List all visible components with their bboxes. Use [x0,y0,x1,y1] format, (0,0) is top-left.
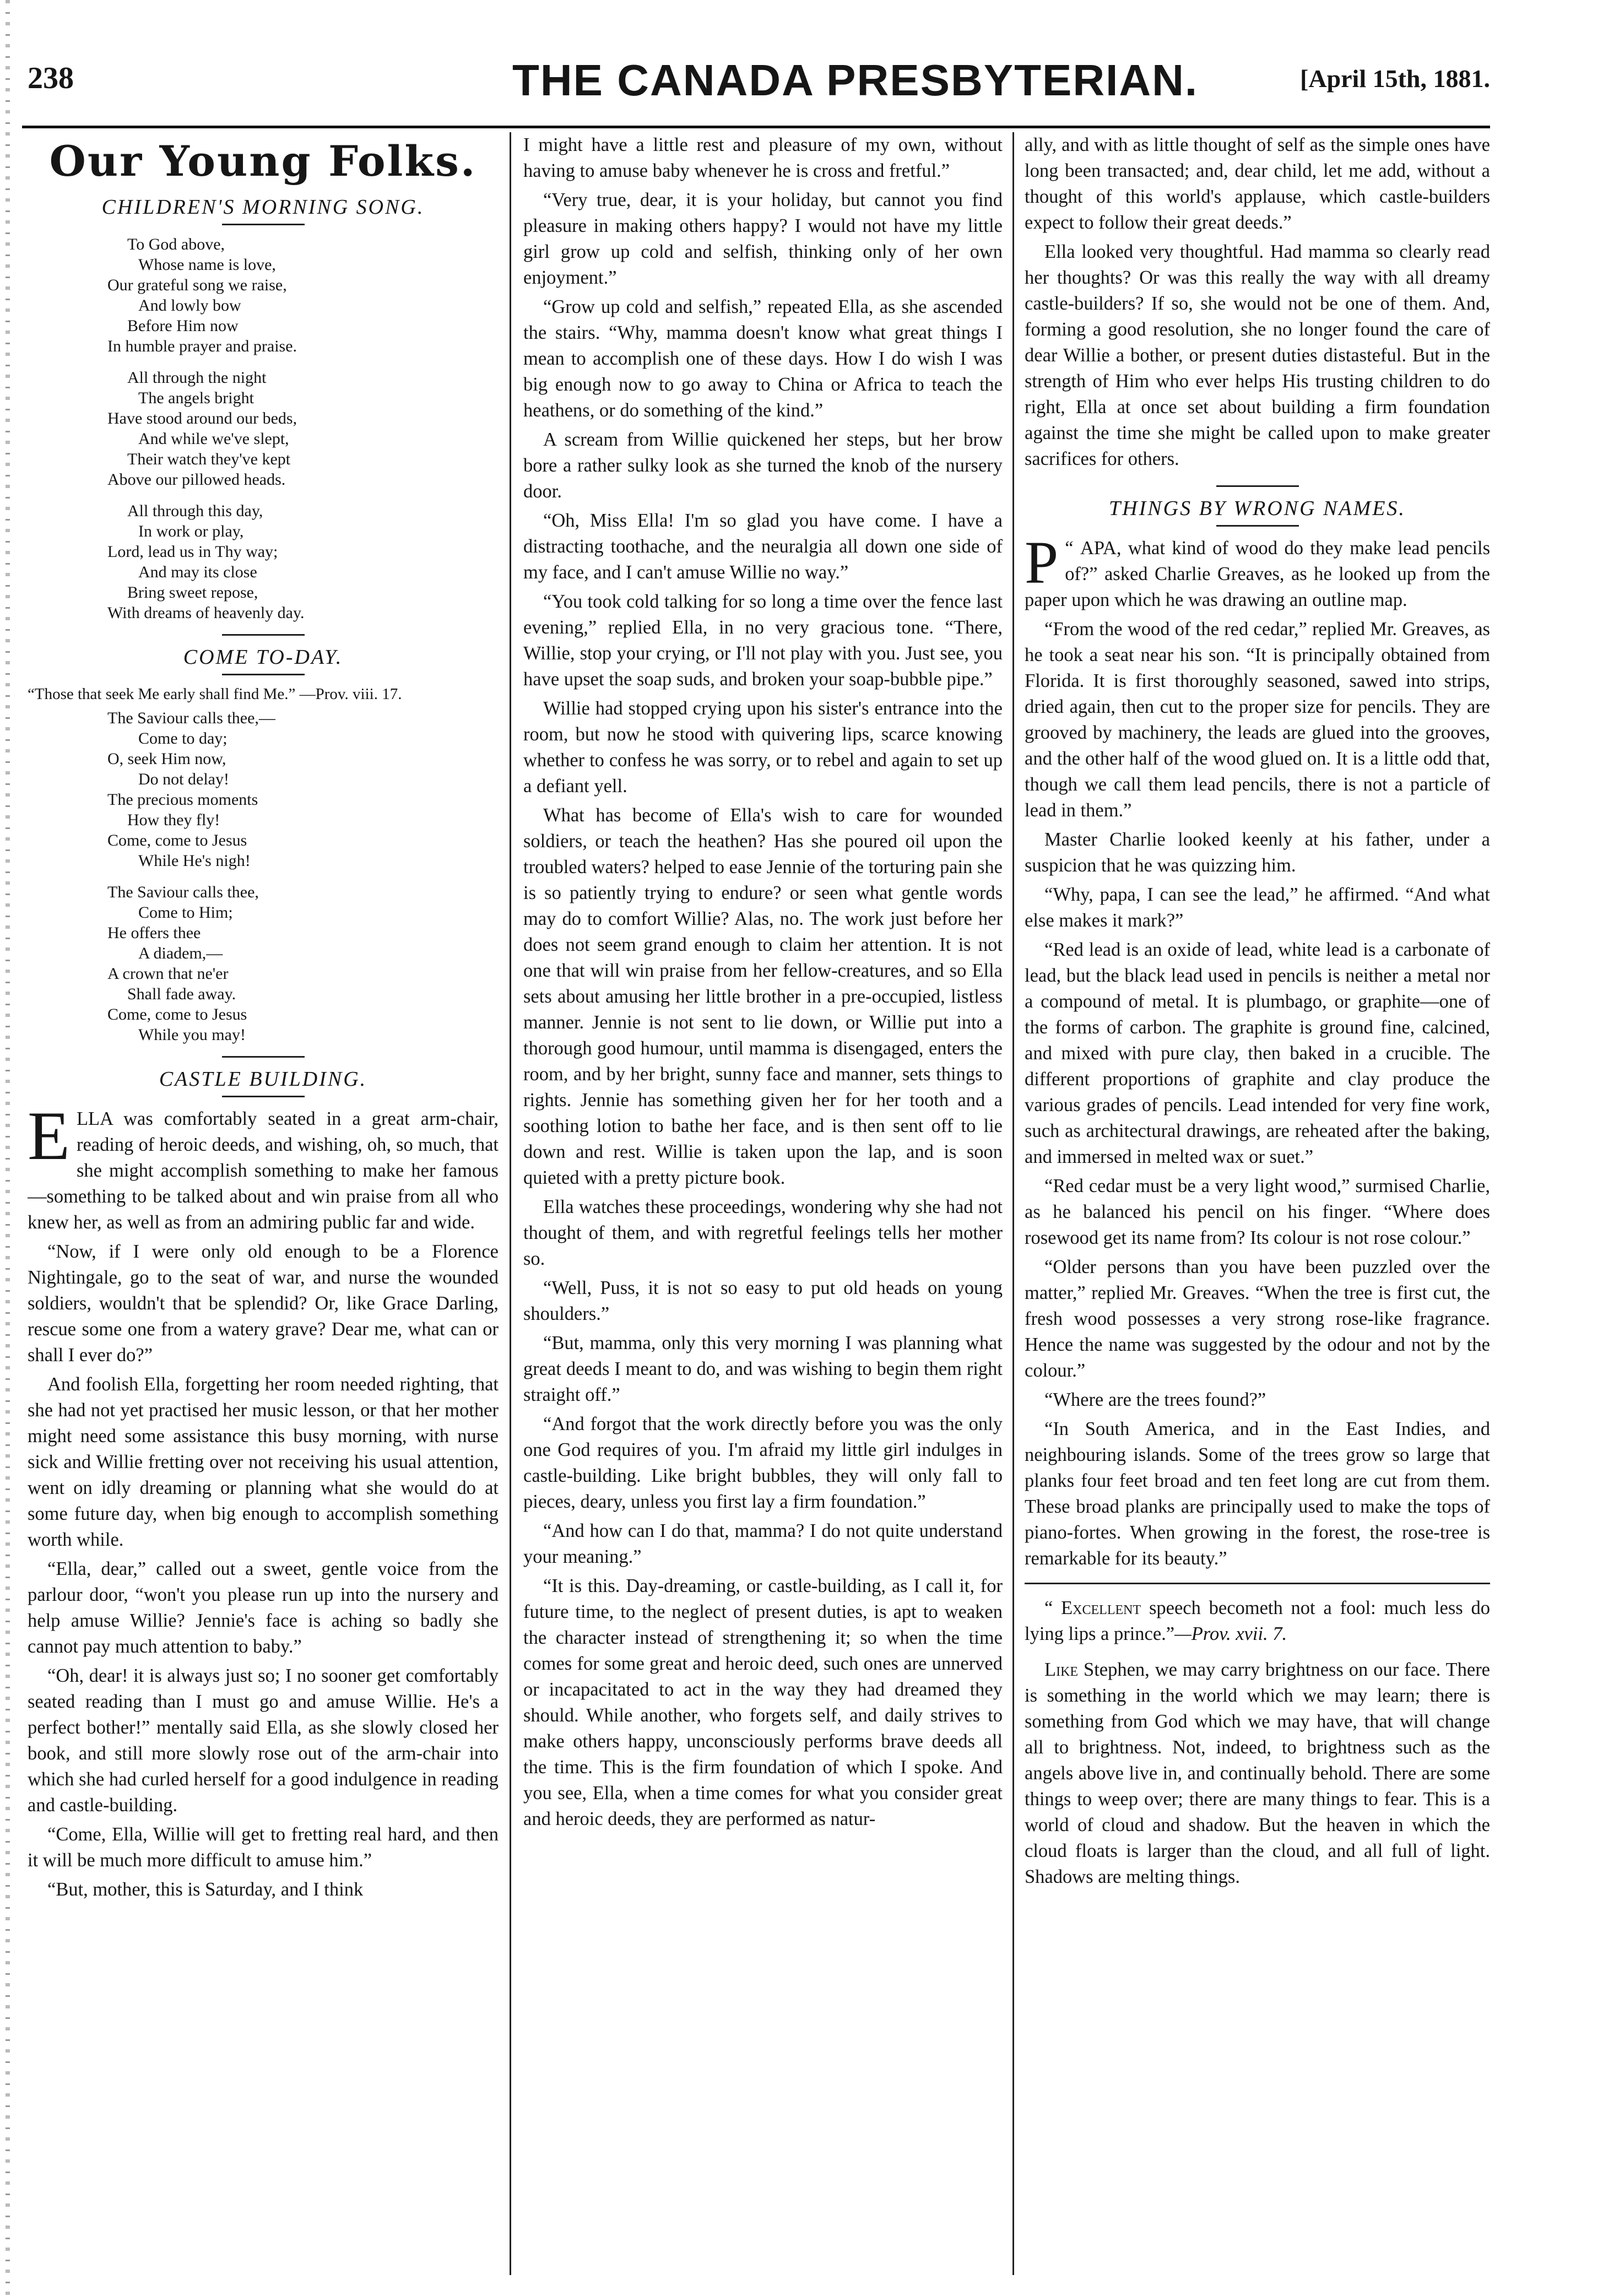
column-3 [1025,132,1490,2275]
poem-line: And while we've slept, [138,430,289,448]
paragraph: A scream from Willie quickened her steps, but her brow bore a rather sulky look as she turned the knob of the nursery door. [523,429,1003,502]
story-2-first-paragraph: “ P APA, what kind of wood do they make lead pencils of?” asked Charlie Greaves, as he looked up from the paper upon which he was drawing an outline map. [1025,529,1490,610]
closing-paragraph: Like Stephen, we may carry brightness on our face. There is something in the world which we may learn; there is something from God which we may have, that will change all to brightness. Not, indeed, to brightness such as the angels above live in, and continually behold. There are some things to weep over; there are many things to fear. This is a world of cloud and shadow. But the heaven in which the cloud floats is larger than the cloud, and all full of light. Shadows are melting things. [1025,1659,1490,1887]
header-rule [22,126,1490,128]
poem-line: All through this day, [127,502,263,520]
page-number: 238 [28,61,74,95]
paragraph: “It is this. Day-dreaming, or castle-building, as I call it, for future time, to the neglect of present duties, is apt to weaken the character instead of strengthening it; so when the time comes for some great and heroic deed, such ones are unnerved or incapacitated to act in the way they had dreamed they should. While another, who forgets self, and daily strives to make others happy, unconsciously performs brave deeds all the time. This is the firm foundation of which I spoke. And you see, Ella, when a time comes for what you consider great and heroic deeds, they are performed as natur- [523,1575,1003,1829]
poem-line: In work or play, [138,522,244,540]
paragraph: “Ella, dear,” called out a sweet, gentle voice from the parlour door, “won't you please run up into the nursery and help amuse Willie? Jennie's face is aching so badly she cannot pay much attention to baby.” [28,1558,499,1657]
story-1-conclusion [1025,239,1490,472]
title-rule [222,1056,305,1058]
paragraph: ally, and with as little thought of self as the simple ones have long been transacted; and, dear child, let me add, without a thought of this world's applause, which castle-builders expect to follow their great deeds.” [1025,134,1490,233]
story-2-paragraphs [1025,616,1490,1572]
poem-2-title: COME TO-DAY. [183,646,343,669]
paragraph: What has become of Ella's wish to care for wounded soldiers, or teach the heathen? Has she poured oil upon the troubled waters? helped to ease Jennie of the torturing pain she is so patiently trying to endure? or seen what gentle words may do to comfort Willie? Alas, no. The work just before her does not seem grand enough to claim her attention. It is not one that will win praise from her fellow-creatures, and so Ella sets about amusing her little brother in a pre-occupied, listless manner. Jennie is not sent to lie down, or Willie put into a thorough good humour, until mamma is disengaged, enters the room, and by her bright, sunny face and manner, sets things to rights. Jennie has something given her for her tooth and a soothing lotion to bathe her face, and is then sent off to lie down and rest. Willie is taken upon the lap, and is soon quieted with a pretty picture book. [523,805,1003,1188]
poem-line: The precious moments [107,790,258,809]
paragraph: “Red cedar must be a very light wood,” surmised Charlie, as he balanced his pencil on his finger. “Where does rosewood get its name from? Its colour is not rose colour.” [1025,1176,1490,1248]
poem-line: How they fly! [127,811,220,829]
title-rule [222,634,305,636]
paragraph: “Oh, Miss Ella! I'm so glad you have come. I have a distracting toothache, and the neuralgia all down one side of my face, and I can't amuse Willie no way.” [523,510,1003,583]
poem-line: He offers thee [107,924,201,942]
poem-line: The angels bright [138,389,254,407]
poem-line: Their watch they've kept [127,450,291,468]
poem-line: In humble prayer and praise. [107,337,297,355]
paragraph: Master Charlie looked keenly at his father, under a suspicion that he was quizzing him. [1025,829,1490,876]
poem-line: Before Him now [127,317,239,335]
section-rule [1025,1583,1490,1584]
poem-2 [107,708,499,1045]
section-rule [1216,485,1299,487]
poem-line: Our grateful song we raise, [107,276,287,294]
paragraph: “From the wood of the red cedar,” replied Mr. Greaves, as he took a seat near his son. “It is principally obtained from Florida. It is first thoroughly seasoned, sawed into strips, dried again, then cut to the proper size for pencils. They are grooved by machinery, the leads are glued into the grooves, and the other half of the wood glued on. It is a little odd that, though we call them lead pencils, there is not a particle of lead in them.” [1025,619,1490,821]
paragraph: “Older persons than you have been puzzled over the matter,” replied Mr. Greaves. “When the tree is first cut, the fresh wood possesses a very strong rose-like fragrance. Hence the name was suggested by the odour and not by the colour.” [1025,1257,1490,1381]
proverb: “ Excellent speech becometh not a fool: much less do lying lips a prince.”—Prov. xvii. 7. [1025,1598,1490,1644]
paragraph: “And forgot that the work directly before you was the only one God requires of you. I'm afraid my little girl indulges in castle-building. Like bright bubbles, they will only fall to pieces, deary, unless you first lay a firm foundation.” [523,1414,1003,1512]
story-1-title: CASTLE BUILDING. [159,1068,367,1091]
poem-line: Lord, lead us in Thy way; [107,543,278,561]
drop-cap: P [1025,529,1059,596]
poem-line: Have stood around our beds, [107,409,297,427]
paragraph: “Now, if I were only old enough to be a Florence Nightingale, go to the seat of war, and nurse the wounded soldiers, wouldn't that be splendid? Or, like Grace Darling, rescue some one from a watery grave? Dear me, what can or shall I ever do?” [28,1241,499,1366]
stanza [107,367,499,490]
poem-line: O, seek Him now, [107,750,226,768]
poem-line: And lowly bow [138,296,241,315]
poem-line: Do not delay! [138,770,229,788]
paragraph: “Why, papa, I can see the lead,” he affirmed. “And what else makes it mark?” [1025,884,1490,931]
poem-line: A diadem,— [138,944,223,962]
poem-line: A crown that ne'er [107,965,229,983]
paragraph: “Red lead is an oxide of lead, white lead is a carbonate of lead, but the black lead used in pencils is neither a metal nor a compound of metal. It is plumbago, or graphite—one of the forms of carbon. The graphite is ground fine, calcined, and mixed with pure clay, then baked in a crucible. The different proportions of graphite and clay produce the various grades of pencils. Lead intended for very fine work, such as architectural drawings, are reheated after the baking, and immersed in melted wax or suet.” [1025,939,1490,1167]
title-rule [222,1096,305,1097]
paragraph: “In South America, and in the East Indies, and neighbouring islands. Some of the trees grow so large that planks four feet broad and ten feet long are cut from them. These broad planks are principally used to make the tops of piano-fortes. When growing in the forest, the rose-tree is remarkable for its beauty.” [1025,1418,1490,1569]
column-1 [28,132,499,2275]
poem-line: Whose name is love, [138,256,276,274]
poem-line: Come to Him; [138,903,233,922]
story-2-title: THINGS BY WRONG NAMES. [1109,497,1406,520]
stanza [107,501,499,623]
poem-line: Bring sweet repose, [127,583,258,602]
poem-line: Above our pillowed heads. [107,470,286,489]
poem-line: Shall fade away. [127,985,236,1003]
poem-line: Come, come to Jesus [107,1005,247,1024]
title-rule [1216,525,1299,527]
stanza [107,234,499,356]
title-rule [222,224,305,225]
paragraph: “But, mamma, only this very morning I was planning what great deeds I meant to do, and was wishing to begin them right straight off.” [523,1333,1003,1405]
paragraph: And foolish Ella, forgetting her room needed righting, that she had not yet practised her music lesson, or that her mother might need some assistance this busy morning, with nurse sick and Willie fretting over not receiving his usual attention, went on idly dreaming or planning what she would do at some future day, when big enough to accomplish something worth while. [28,1374,499,1550]
poem-1-title: CHILDREN'S MORNING SONG. [101,196,425,219]
paragraph: “But, mother, this is Saturday, and I think [47,1879,364,1900]
paragraph: “Oh, dear! it is always just so; I no sooner get comfortably seated reading than I must go and amuse Willie. He's a perfect bother!” mentally said Ella, as she slowly closed her book, and still more slowly rose out of the arm-chair into which she had curled herself for a good indulgence in reading and castle-building. [28,1665,499,1816]
poem-line: To God above, [127,235,225,253]
paragraph: “And how can I do that, mamma? I do not quite understand your meaning.” [523,1520,1003,1567]
stanza [107,708,499,871]
paragraph: Ella looked very thoughtful. Had mamma so clearly read her thoughts? Or was this really the way with all dreamy castle-builders? If so, she would not be one of them. And, forming a good resolution, she no longer found the care of dear Willie a bother, or present duties distasteful. But in the strength of Him who ever helps His trusting children to do right, Ella at once set about building a firm foundation against the time she might be called upon to make greater sacrifices for others. [1025,241,1490,469]
paragraph: Ella watches these proceedings, wondering why she had not thought of them, and with regretful feelings tells her mother so. [523,1196,1003,1269]
poem-line: With dreams of heavenly day. [107,604,305,622]
paragraph: I might have a little rest and pleasure of my own, without having to amuse baby whenever he is cross and fretful.” [523,134,1003,181]
story-1-paragraphs [28,1239,499,1903]
paragraph: “Come, Ella, Willie will get to fretting real hard, and then it will be much more difficult to amuse him.” [28,1824,499,1871]
paragraph: “Very true, dear, it is your holiday, but cannot you find pleasure in making others happy? I would not have my little girl grow up cold and selfish, thinking only of her own enjoyment.” [523,189,1003,288]
poem-line: Come to day; [138,729,228,748]
poem-line: Come, come to Jesus [107,831,247,849]
poem-line: All through the night [127,369,267,387]
scan-edge-noise [6,0,10,2296]
paragraph: Willie had stopped crying upon his sister's entrance into the room, but now he stood with quivering lips, scarce knowing whether to confess he was sorry, or to rebel and again to set up a defiant yell. [523,698,1003,797]
paper-title: THE CANADA PRESBYTERIAN. [512,56,1199,105]
poem-line: While He's nigh! [138,852,251,870]
story-1-continued [523,187,1003,1832]
poem-2-epigraph: “Those that seek Me early shall find Me.” —Prov. viii. 17. [28,685,402,703]
column-2 [523,132,1003,2275]
stanza [107,882,499,1045]
poem-1 [107,234,499,623]
issue-date: [April 15th, 1881. [1300,64,1490,93]
poem-line: The Saviour calls thee, [107,883,259,901]
column-rule-1 [510,132,511,2275]
paragraph: “You took cold talking for so long a time over the fence last evening,” replied Ella, in no very gracious tone. “There, Willie, stop your crying, or I'll not play with you. Just see, you have upset the soap suds, and broken your soap-bubble pipe.” [523,591,1003,690]
paragraph: “Grow up cold and selfish,” repeated Ella, as she ascended the stairs. “Why, mamma doesn't know what great things I mean to accomplish one of these days. How I do wish I was big enough now to go away to China or Africa to teach the heathens, or do something of the kind.” [523,296,1003,421]
poem-line: The Saviour calls thee,— [107,709,275,727]
column-rule-2 [1012,132,1014,2275]
title-rule [222,674,305,675]
paragraph: “Where are the trees found?” [1044,1389,1266,1410]
poem-line: And may its close [138,563,257,581]
poem-line: While you may! [138,1026,246,1044]
department-heading: Our Young Folks. [49,137,477,186]
paragraph: “Well, Puss, it is not so easy to put old heads on young shoulders.” [523,1277,1003,1324]
drop-cap: E [28,1098,70,1174]
story-1-first-paragraph: ELLA was comfortably seated in a great arm-chair, reading of heroic deeds, and wishing, oh, so much, that she might accomplish something to make her famous—something to be talked about and win praise from all who knew her, as well as from an admiring public far and wide. [28,1098,499,1233]
